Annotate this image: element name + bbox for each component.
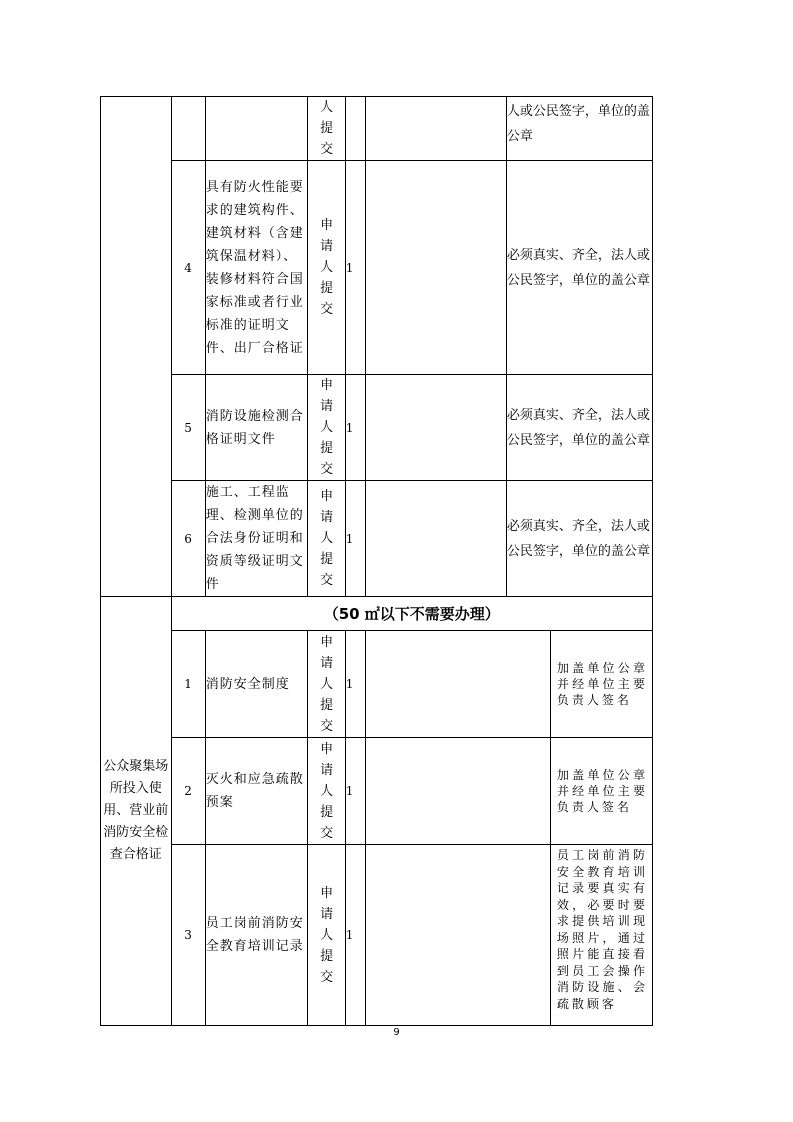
quantity — [345, 97, 365, 161]
quantity: 1 — [345, 631, 365, 738]
requirement-note: 必须真实、齐全，法人或公民签字，单位的盖公章 — [506, 161, 652, 375]
blank-cell — [366, 631, 551, 737]
blank-cell — [365, 481, 506, 597]
table-row — [101, 631, 653, 738]
blank-cell — [365, 97, 506, 161]
material-name: 灭火和应急疏散预案 — [205, 738, 308, 845]
source-cell: 申 请 人 提 交 — [308, 738, 345, 845]
source-cell: 申 请 人 提 交 — [308, 845, 345, 1026]
source-cell: 申 请 人 提 交 — [308, 631, 345, 738]
quantity: 1 — [345, 375, 365, 481]
requirement-note: 员工岗前消防安全教育培训记录要真实有效，必要时要求提供培训现场照片，通过照片能直接看到员工会操作消防设施、会疏散顾客 — [556, 848, 648, 1011]
table-row — [101, 845, 653, 1026]
category-cell-empty — [101, 97, 172, 597]
source-cell: 申 请 人 提 交 — [308, 481, 345, 597]
page-number: 9 — [393, 1027, 400, 1038]
quantity: 1 — [345, 845, 365, 1026]
requirement-note: 必须真实、齐全，法人或公民签字，单位的盖公章 — [506, 481, 652, 597]
table-row — [101, 597, 653, 631]
category-cell: 公众聚集场所投入使用、营业前消防安全检查合格证 — [101, 597, 172, 1026]
source-cell: 申 请 人 提 交 — [308, 161, 345, 375]
material-name — [205, 97, 308, 161]
table-row — [101, 375, 653, 481]
quantity: 1 — [345, 738, 365, 845]
table-row — [101, 738, 653, 845]
table-row — [101, 161, 653, 375]
row-number — [171, 97, 205, 161]
row-number: 4 — [171, 161, 205, 375]
material-name: 消防设施检测合格证明文件 — [205, 375, 308, 481]
table-row — [101, 481, 653, 597]
note-wrap — [365, 738, 652, 845]
row-number: 2 — [171, 738, 205, 845]
requirement-note: 人或公民签字，单位的盖公章 — [506, 97, 652, 161]
quantity: 1 — [345, 161, 365, 375]
note-wrap — [365, 631, 652, 738]
note-wrap — [365, 845, 652, 1026]
material-name: 具有防火性能要求的建筑构件、建筑材料（含建筑保温材料）、装修材料符合国家标准或者行业标准的证明文件、出厂合格证 — [205, 161, 308, 375]
material-name: 消防安全制度 — [205, 631, 308, 738]
requirement-note: 加盖单位公章并经单位主要负责人签名 — [556, 768, 648, 814]
materials-table — [100, 96, 653, 1026]
source-cell: 申 请 人 提 交 — [308, 375, 345, 481]
blank-cell — [366, 738, 551, 844]
material-name: 员工岗前消防安全教育培训记录 — [205, 845, 308, 1026]
row-number: 6 — [171, 481, 205, 597]
quantity: 1 — [345, 481, 365, 597]
section-subheading: （50 ㎡以下不需要办理） — [171, 597, 653, 631]
requirement-note: 加盖单位公章并经单位主要负责人签名 — [556, 661, 648, 707]
blank-cell — [365, 375, 506, 481]
material-name: 施工、工程监理、检测单位的合法身份证明和资质等级证明文件 — [205, 481, 308, 597]
blank-cell — [366, 845, 551, 1025]
row-number: 5 — [171, 375, 205, 481]
table-row — [101, 97, 653, 161]
source-cell: 人 提 交 — [308, 97, 345, 161]
requirement-note: 必须真实、齐全，法人或公民签字，单位的盖公章 — [506, 375, 652, 481]
row-number: 3 — [171, 845, 205, 1026]
row-number: 1 — [171, 631, 205, 738]
blank-cell — [365, 161, 506, 375]
